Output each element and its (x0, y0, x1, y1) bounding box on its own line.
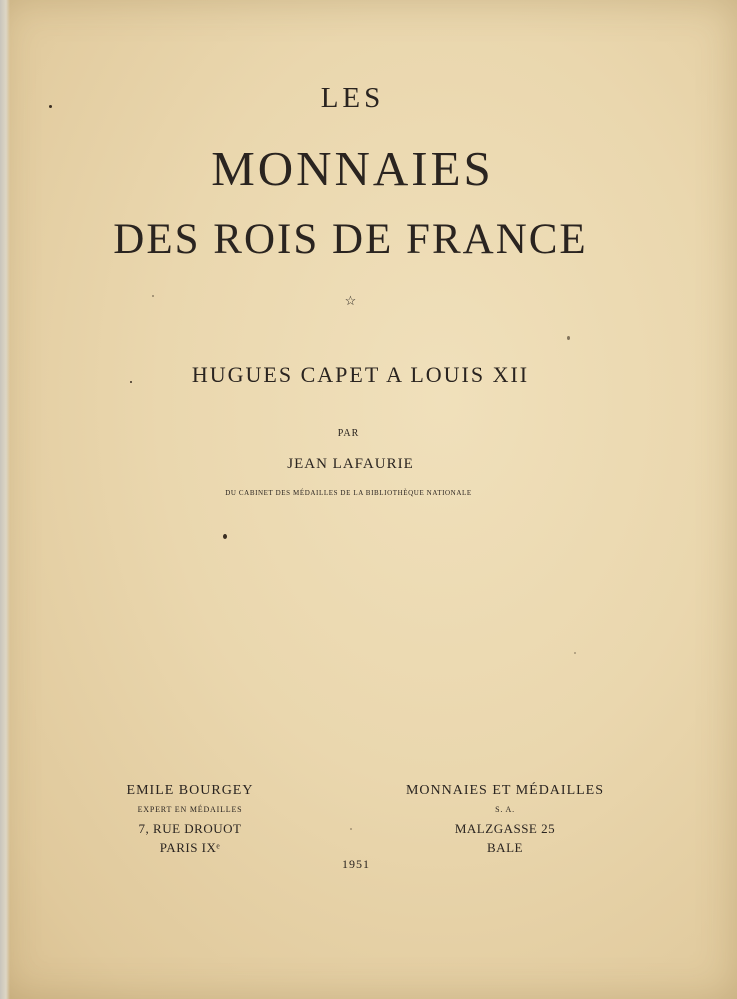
title-line-les: LES (320, 82, 385, 114)
publisher-left-role: EXPERT EN MÉDAILLES (137, 805, 243, 814)
paper-speck (567, 336, 570, 340)
publisher-right-role: S. A. (495, 805, 515, 814)
subtitle: HUGUES CAPET A LOUIS XII (191, 362, 530, 387)
paper-speck (223, 534, 227, 539)
publisher-right-address: MALZGASSE 25 (454, 821, 556, 836)
publisher-left-city: PARIS IXᵉ (159, 840, 221, 855)
paper-speck (350, 828, 352, 830)
publication-year: 1951 (342, 857, 370, 871)
author-affiliation: DU CABINET DES MÉDAILLES DE LA BIBLIOTHÈQUE NATIONALE (225, 489, 472, 497)
publisher-right-name: MONNAIES ET MÉDAILLES (405, 783, 605, 798)
title-line-monnaies: MONNAIES (211, 141, 494, 196)
publisher-right-city: BALE (487, 840, 523, 855)
publisher-left-address: 7, RUE DROUOT (138, 821, 242, 836)
publisher-left-name: EMILE BOURGEY (126, 783, 254, 798)
paper-speck (49, 105, 52, 108)
paper-speck (152, 295, 154, 297)
paper-speck (574, 652, 576, 654)
star-ornament-icon: ☆ (344, 293, 357, 308)
paper-speck (130, 381, 132, 383)
par-label: PAR (337, 428, 360, 439)
title-line-rois: DES ROIS DE FRANCE (113, 216, 588, 263)
author-name: JEAN LAFAURIE (287, 456, 414, 472)
